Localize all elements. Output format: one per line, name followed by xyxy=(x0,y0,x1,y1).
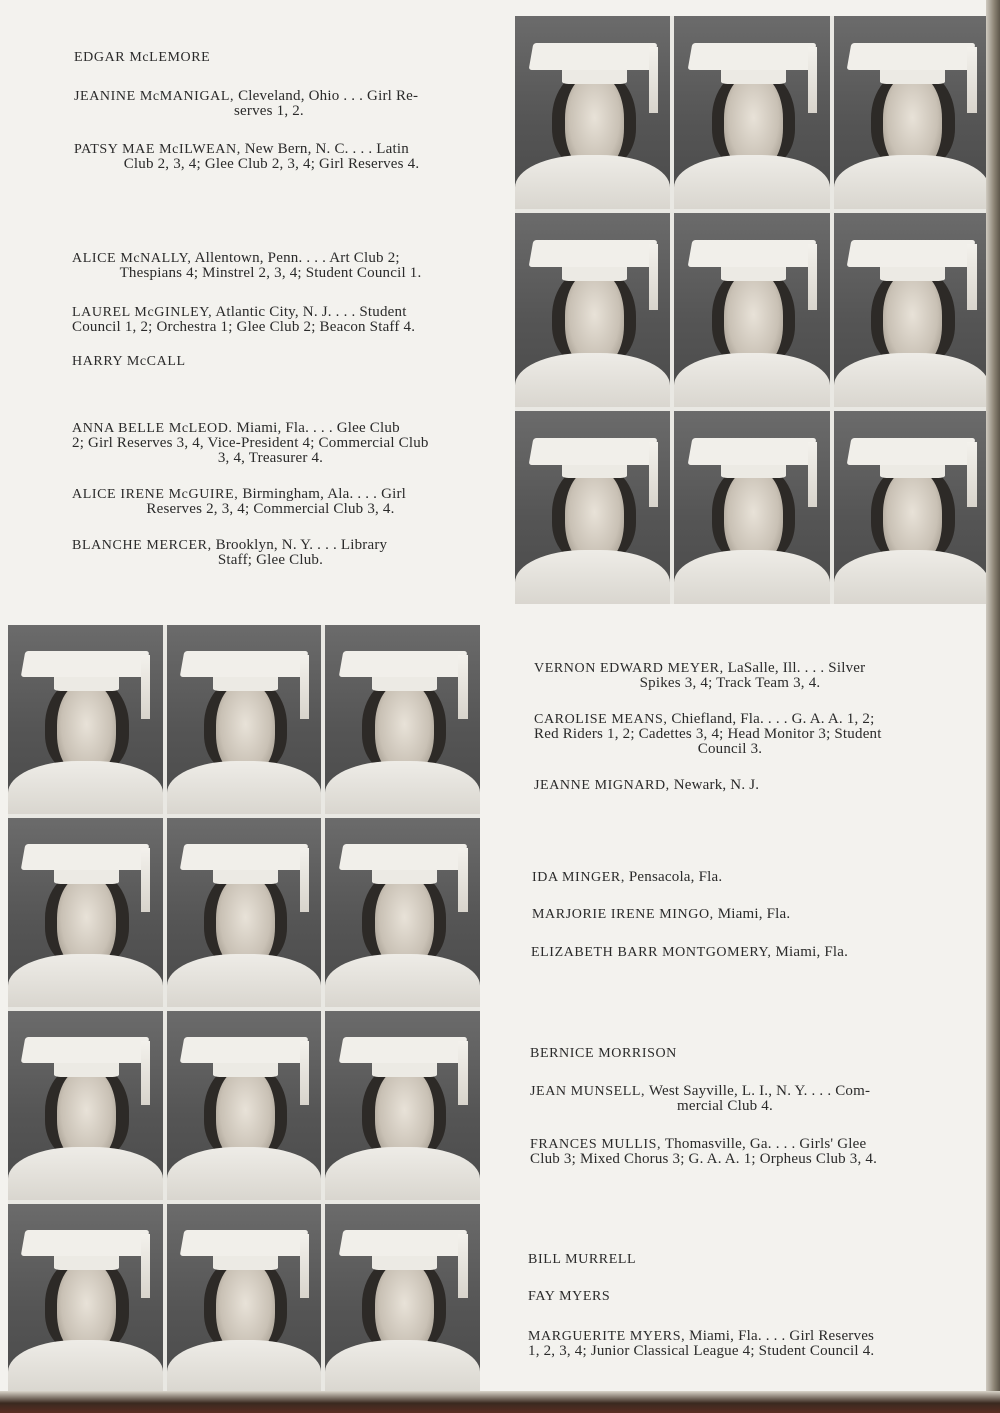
portrait-photo xyxy=(8,818,163,1007)
portrait-photo xyxy=(674,16,829,209)
senior-entry: PATSY MAE McILWEAN, New Bern, N. C. . . . Latin Club 2, 3, 4; Glee Club 2, 3, 4; Girl Reserves 4. xyxy=(74,141,420,172)
portrait-photo xyxy=(8,1011,163,1200)
portrait-photo xyxy=(325,1011,480,1200)
senior-entry: JEANINE McMANIGAL, Cleveland, Ohio . . . Girl Re- serves 1, 2. xyxy=(74,88,419,119)
senior-entry: EDGAR McLEMORE xyxy=(74,50,211,65)
portrait-photo xyxy=(325,625,480,814)
senior-entry: MARJORIE IRENE MINGO, Miami, Fla. xyxy=(532,906,791,922)
senior-entry: CAROLISE MEANS, Chiefland, Fla. . . . G. A. A. 1, 2; Red Riders 1, 2; Cadettes 3, 4; Head Monitor 3; Student Council 3. xyxy=(534,711,882,757)
portrait-photo xyxy=(167,818,322,1007)
senior-entry: HARRY McCALL xyxy=(72,354,186,369)
senior-entry: BLANCHE MERCER, Brooklyn, N. Y. . . . Library Staff; Glee Club. xyxy=(72,537,388,568)
senior-entry: ANNA BELLE McLEOD. Miami, Fla. . . . Glee Club 2; Girl Reserves 3, 4, Vice-President 4; Commercial Club 3, 4, Treasurer 4. xyxy=(72,420,429,466)
portrait-photo xyxy=(834,411,989,604)
portrait-photo xyxy=(325,1204,480,1393)
portrait-photo xyxy=(515,16,670,209)
portrait-photo xyxy=(515,411,670,604)
top-photo-grid xyxy=(515,16,989,604)
portrait-photo xyxy=(674,213,829,406)
portrait-photo xyxy=(834,16,989,209)
senior-entry: JEAN MUNSELL, West Sayville, L. I., N. Y. . . . Com- mercial Club 4. xyxy=(530,1083,871,1114)
bottom-photo-grid xyxy=(8,625,480,1393)
portrait-photo xyxy=(674,411,829,604)
page-bottom-edge xyxy=(0,1391,1000,1413)
portrait-photo xyxy=(167,1204,322,1393)
senior-entry: MARGUERITE MYERS, Miami, Fla. . . . Girl Reserves 1, 2, 3, 4; Junior Classical League 4; Student Council 4. xyxy=(528,1328,875,1359)
senior-entry: VERNON EDWARD MEYER, LaSalle, Ill. . . . Silver Spikes 3, 4; Track Team 3, 4. xyxy=(534,660,866,691)
senior-entry: ALICE IRENE McGUIRE, Birmingham, Ala. . . . Girl Reserves 2, 3, 4; Commercial Club 3, 4. xyxy=(72,486,407,517)
senior-entry: LAUREL McGINLEY, Atlantic City, N. J. . . . Student Council 1, 2; Orchestra 1; Glee Club 2; Beacon Staff 4. xyxy=(72,304,416,335)
senior-entry: ALICE McNALLY, Allentown, Penn. . . . Art Club 2; Thespians 4; Minstrel 2, 3, 4; Student Council 1. xyxy=(72,250,422,281)
portrait-photo xyxy=(167,1011,322,1200)
book-spine xyxy=(986,0,1000,1413)
portrait-photo xyxy=(325,818,480,1007)
senior-entry: FAY MYERS xyxy=(528,1289,611,1304)
senior-entry: BILL MURRELL xyxy=(528,1252,637,1267)
senior-entry: BERNICE MORRISON xyxy=(530,1046,677,1061)
portrait-photo xyxy=(515,213,670,406)
portrait-photo xyxy=(167,625,322,814)
senior-entry: FRANCES MULLIS, Thomasville, Ga. . . . Girls' Glee Club 3; Mixed Chorus 3; G. A. A. 1; Orpheus Club 3, 4. xyxy=(530,1136,878,1167)
portrait-photo xyxy=(8,1204,163,1393)
senior-entry: ELIZABETH BARR MONTGOMERY, Miami, Fla. xyxy=(531,944,849,960)
senior-entry: IDA MINGER, Pensacola, Fla. xyxy=(532,869,723,885)
portrait-photo xyxy=(8,625,163,814)
senior-entry: JEANNE MIGNARD, Newark, N. J. xyxy=(534,777,760,793)
portrait-photo xyxy=(834,213,989,406)
